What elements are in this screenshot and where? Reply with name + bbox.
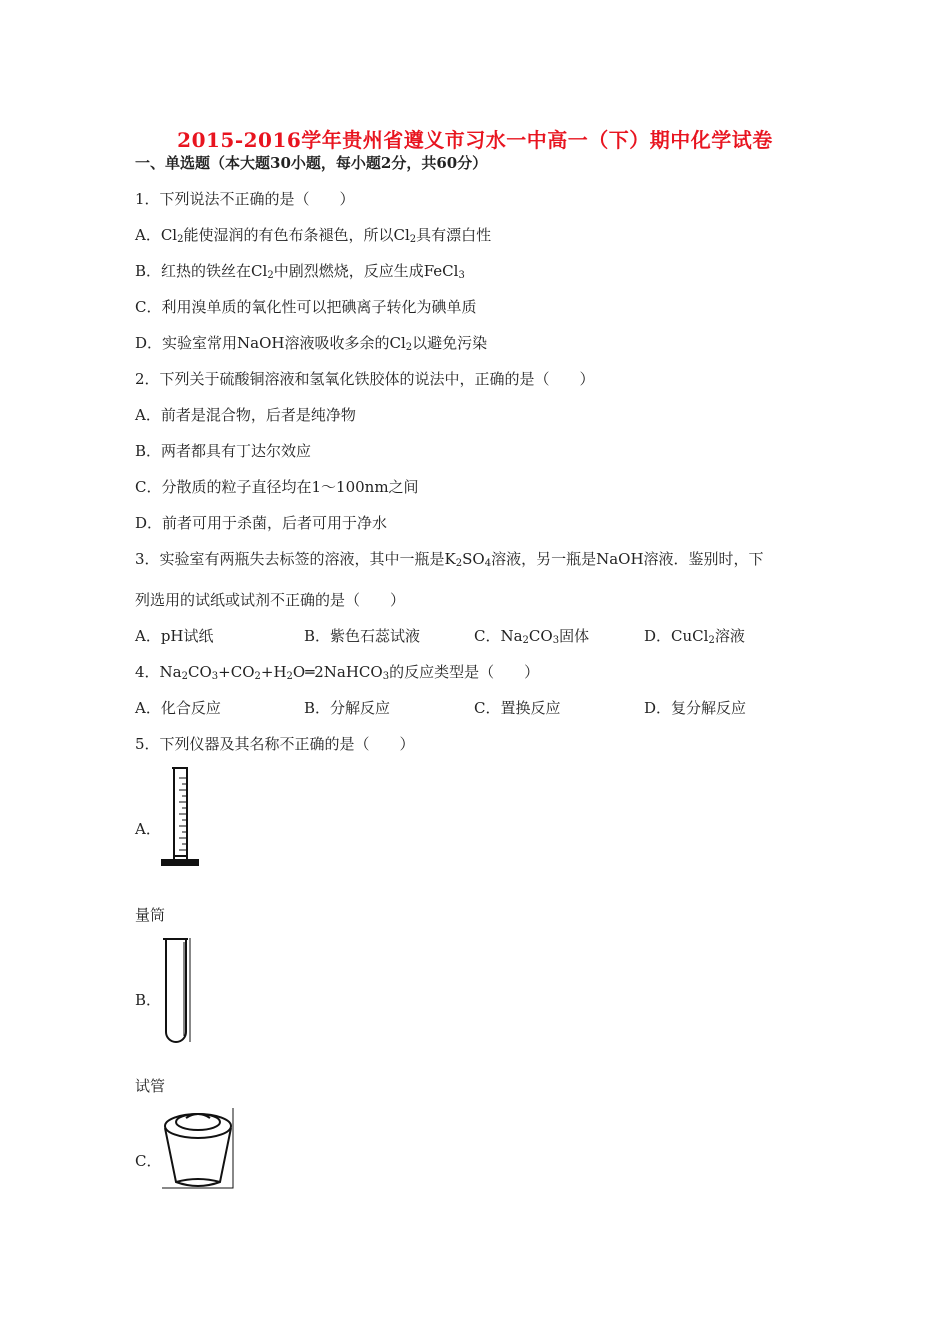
q5-option-b-label: B． — [135, 991, 162, 1009]
q4-stem: 4．$Na_2CO_3+CO_2+H_2O═2NaHCO_3$的反应类型是（ ） — [135, 663, 540, 682]
q2-stem: 2．下列关于硫酸铜溶液和氢氧化铁胶体的说法中，正确的是（ ） — [135, 370, 595, 388]
q5-option-c-label: C． — [135, 1152, 162, 1170]
exam-title: 2015-2016学年贵州省遵义市习水一中高一（下）期中化学试卷 — [177, 128, 773, 152]
q4-option-c: C．置换反应 — [474, 699, 561, 717]
q2-option-d: D．前者可用于杀菌，后者可用于净水 — [135, 514, 388, 532]
q3-option-c: C．$Na_2CO_3$固体 — [474, 627, 590, 646]
q1-option-d: D．实验室常用NaOH溶液吸收多余的$Cl_2$以避免污染 — [135, 334, 488, 353]
q1-option-a: A．$Cl_2$能使湿润的有色布条褪色，所以$Cl_2$具有漂白性 — [135, 226, 492, 245]
q1-option-c: C．利用溴单质的氧化性可以把碘离子转化为碘单质 — [135, 298, 477, 316]
q5-option-b-name: 试管 — [135, 1077, 166, 1095]
q3-option-b: B．紫色石蕊试液 — [304, 627, 421, 645]
test-tube-figure — [160, 936, 192, 1046]
q4-option-d: D．复分解反应 — [644, 699, 747, 717]
q4-option-a: A．化合反应 — [135, 699, 221, 717]
q3-stem: 3．实验室有两瓶失去标签的溶液，其中一瓶是$K_2SO_4$溶液，另一瓶是NaOH溶液．鉴别时，下 — [135, 550, 764, 569]
q1-stem: 1．下列说法不正确的是（ ） — [135, 190, 355, 208]
crucible-figure — [160, 1106, 236, 1190]
q1-option-b: B．红热的铁丝在$Cl_2$中剧烈燃烧，反应生成FeCl$_3$ — [135, 262, 465, 281]
q4-option-b: B．分解反应 — [304, 699, 391, 717]
q5-stem: 5．下列仪器及其名称不正确的是（ ） — [135, 735, 415, 753]
q2-option-b: B．两者都具有丁达尔效应 — [135, 442, 312, 460]
q3-option-d: D．CuCl$_2$溶液 — [644, 627, 745, 646]
q3-option-a: A．pH试纸 — [135, 627, 214, 645]
q5-option-a-label: A． — [135, 820, 161, 838]
q2-option-c: C．分散质的粒子直径均在1～100nm之间 — [135, 478, 419, 496]
graduated-cylinder-figure — [160, 766, 200, 868]
q2-option-a: A．前者是混合物，后者是纯净物 — [135, 406, 356, 424]
q3-stem-continued: 列选用的试纸或试剂不正确的是（ ） — [135, 591, 406, 609]
section-heading: 一、单选题（本大题30小题，每小题2分，共60分） — [135, 154, 488, 172]
q5-option-a-name: 量筒 — [135, 906, 166, 924]
